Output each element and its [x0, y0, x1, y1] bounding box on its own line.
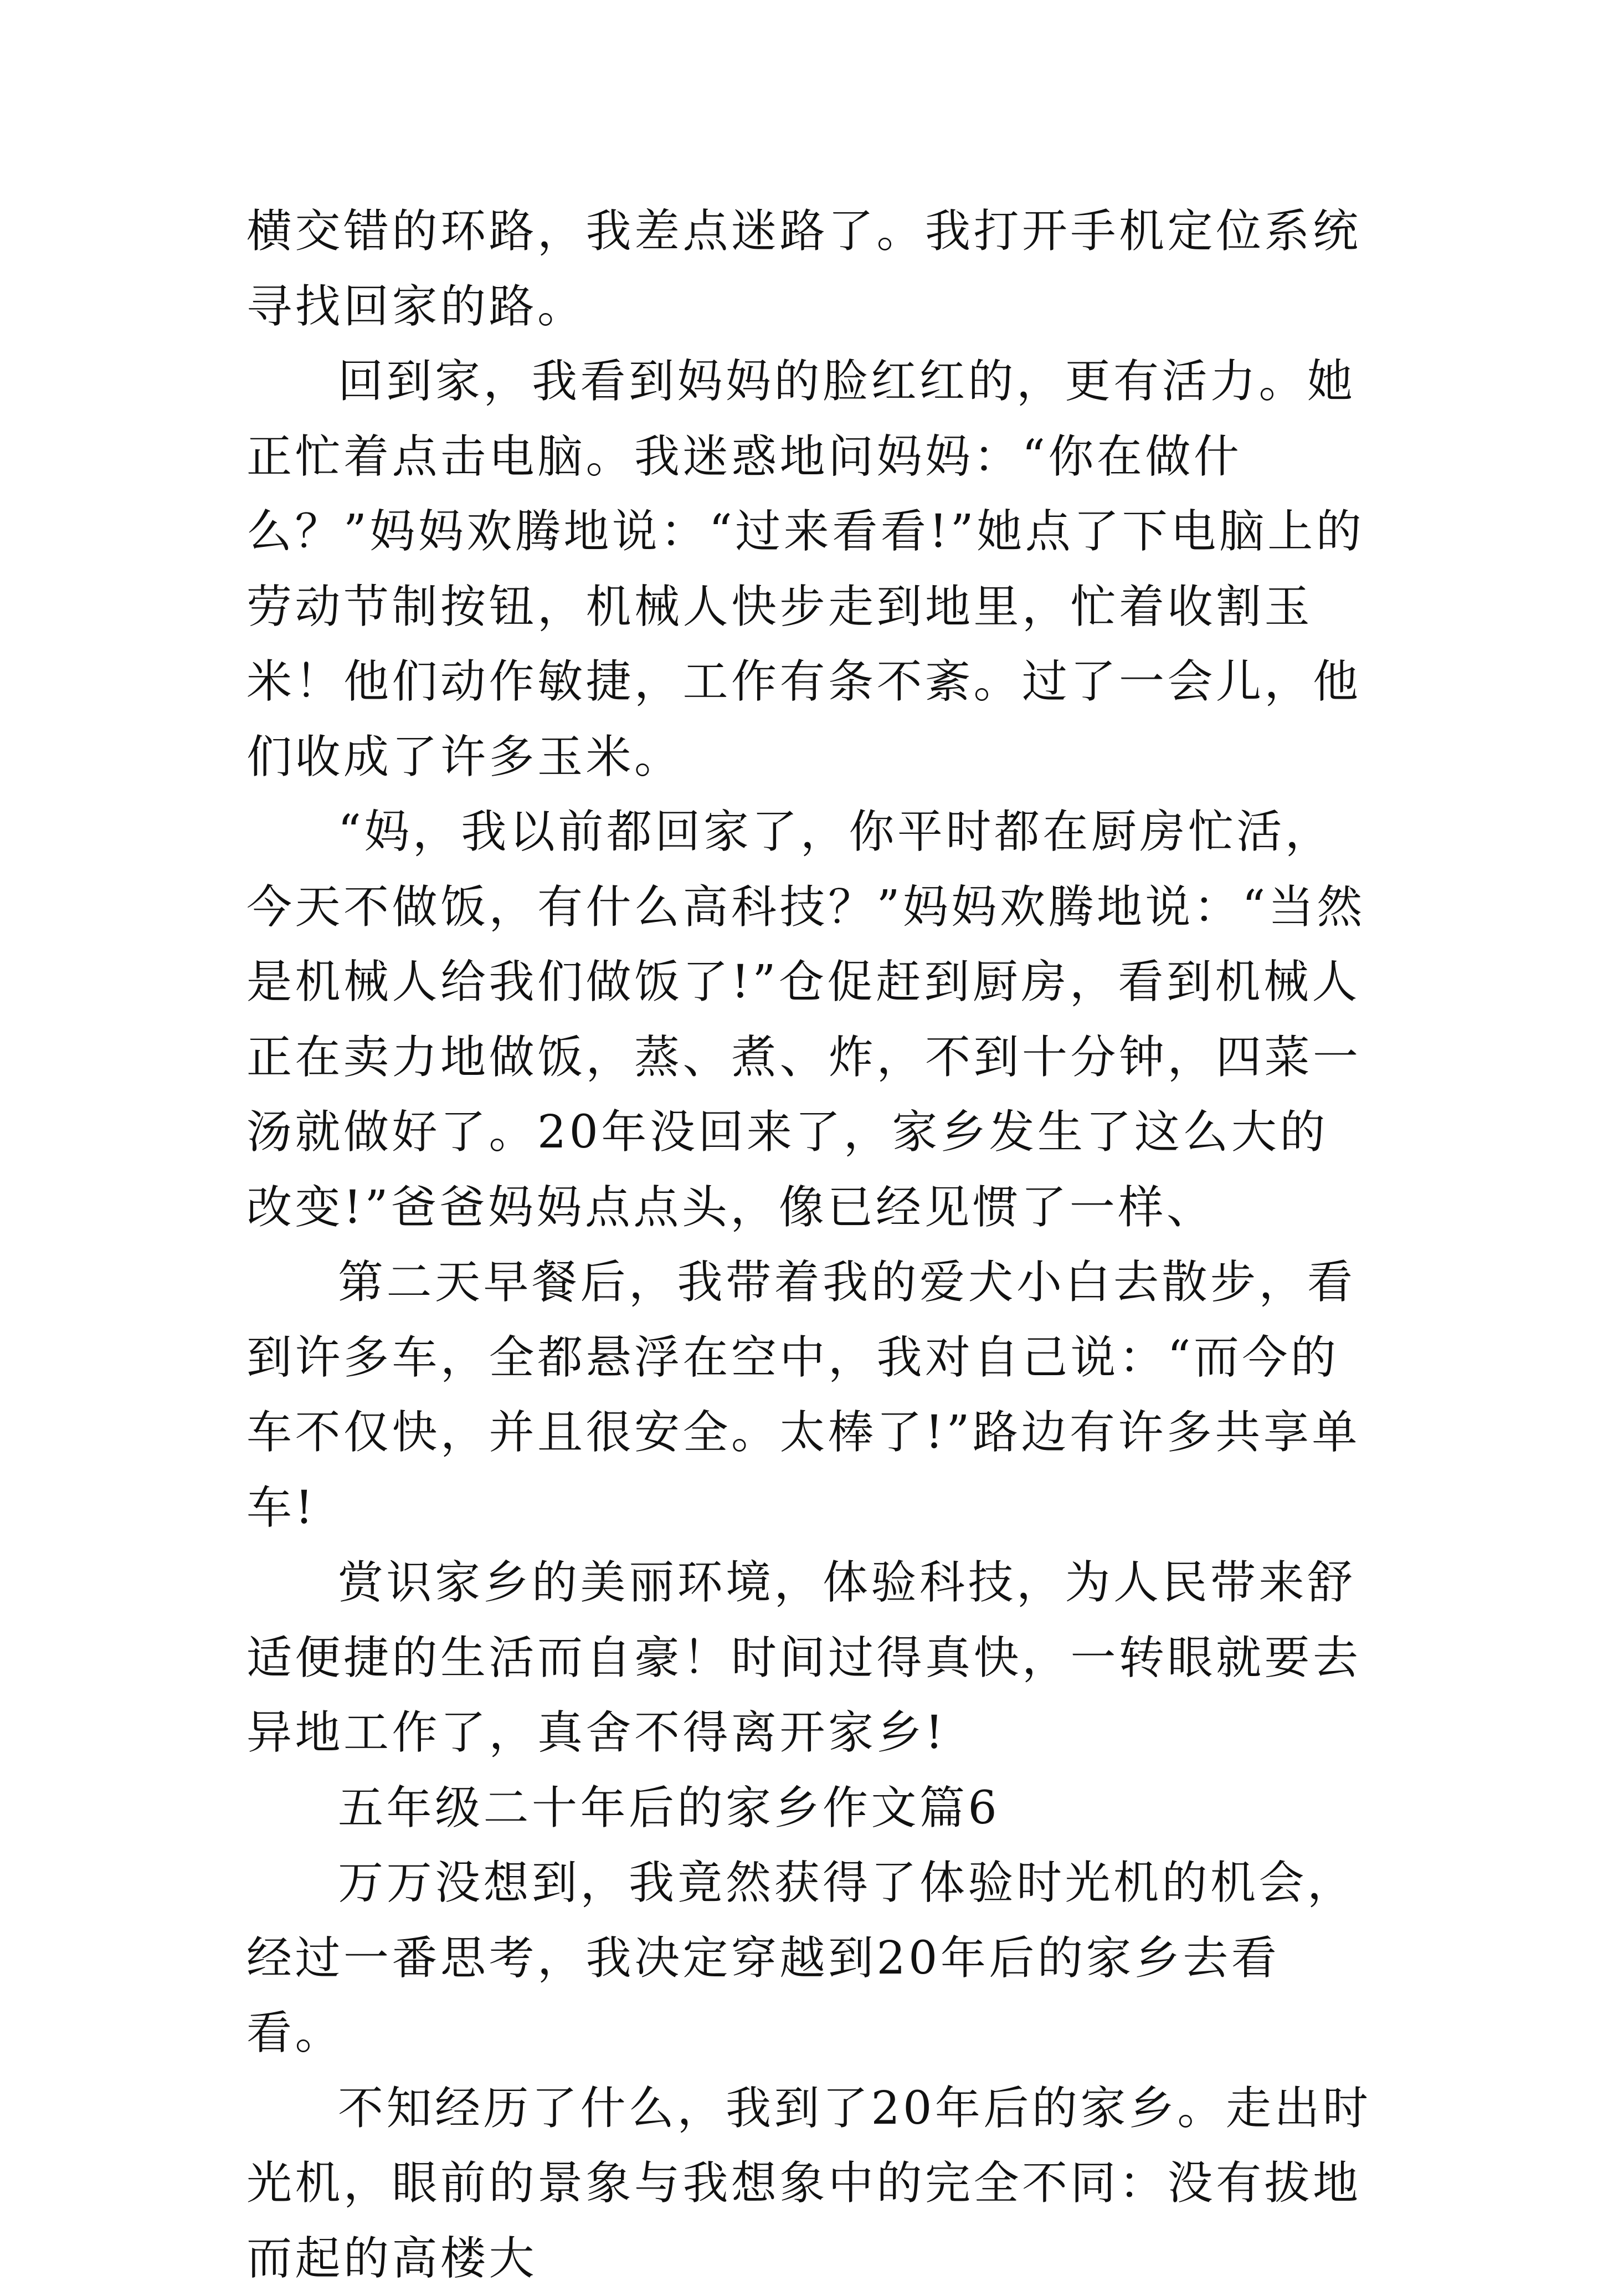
document-body	[246, 194, 1376, 2296]
paragraph-4: 第二天早餐后，我带着我的爱犬小白去散步，看到许多车，全都悬浮在空中，我对自己说：“而今的车不仅快，并且很安全。太棒了!”路边有许多共享单车!	[246, 1245, 1376, 1545]
section-title: 五年级二十年后的家乡作文篇6	[246, 1771, 1376, 1846]
paragraph-5: 赏识家乡的美丽环境，体验科技，为人民带来舒适便捷的生活而自豪！时间过得真快，一转眼就要去异地工作了，真舍不得离开家乡!	[246, 1545, 1376, 1771]
paragraph-3: “妈，我以前都回家了，你平时都在厨房忙活，今天不做饭，有什么高科技？”妈妈欢腾地说：“当然是机械人给我们做饭了!”仓促赶到厨房，看到机械人正在卖力地做饭，蒸、煮、炸，不到十分钟，四菜一汤就做好了。20年没回来了，家乡发生了这么大的改变!”爸爸妈妈点点头，像已经见惯了一样、	[246, 795, 1376, 1245]
paragraph-2: 回到家，我看到妈妈的脸红红的，更有活力。她正忙着点击电脑。我迷惑地问妈妈：“你在做什么？”妈妈欢腾地说：“过来看看!”她点了下电脑上的劳动节制按钮，机械人快步走到地里，忙着收割玉米！他们动作敏捷，工作有条不紊。过了一会儿，他们收成了许多玉米。	[246, 344, 1376, 795]
paragraph-7: 不知经历了什么，我到了20年后的家乡。走出时光机，眼前的景象与我想象中的完全不同：没有拔地而起的高楼大	[246, 2071, 1376, 2296]
paragraph-1: 横交错的环路，我差点迷路了。我打开手机定位系统寻找回家的路。	[246, 194, 1376, 344]
paragraph-6: 万万没想到，我竟然获得了体验时光机的机会，经过一番思考，我决定穿越到20年后的家乡去看看。	[246, 1846, 1376, 2071]
